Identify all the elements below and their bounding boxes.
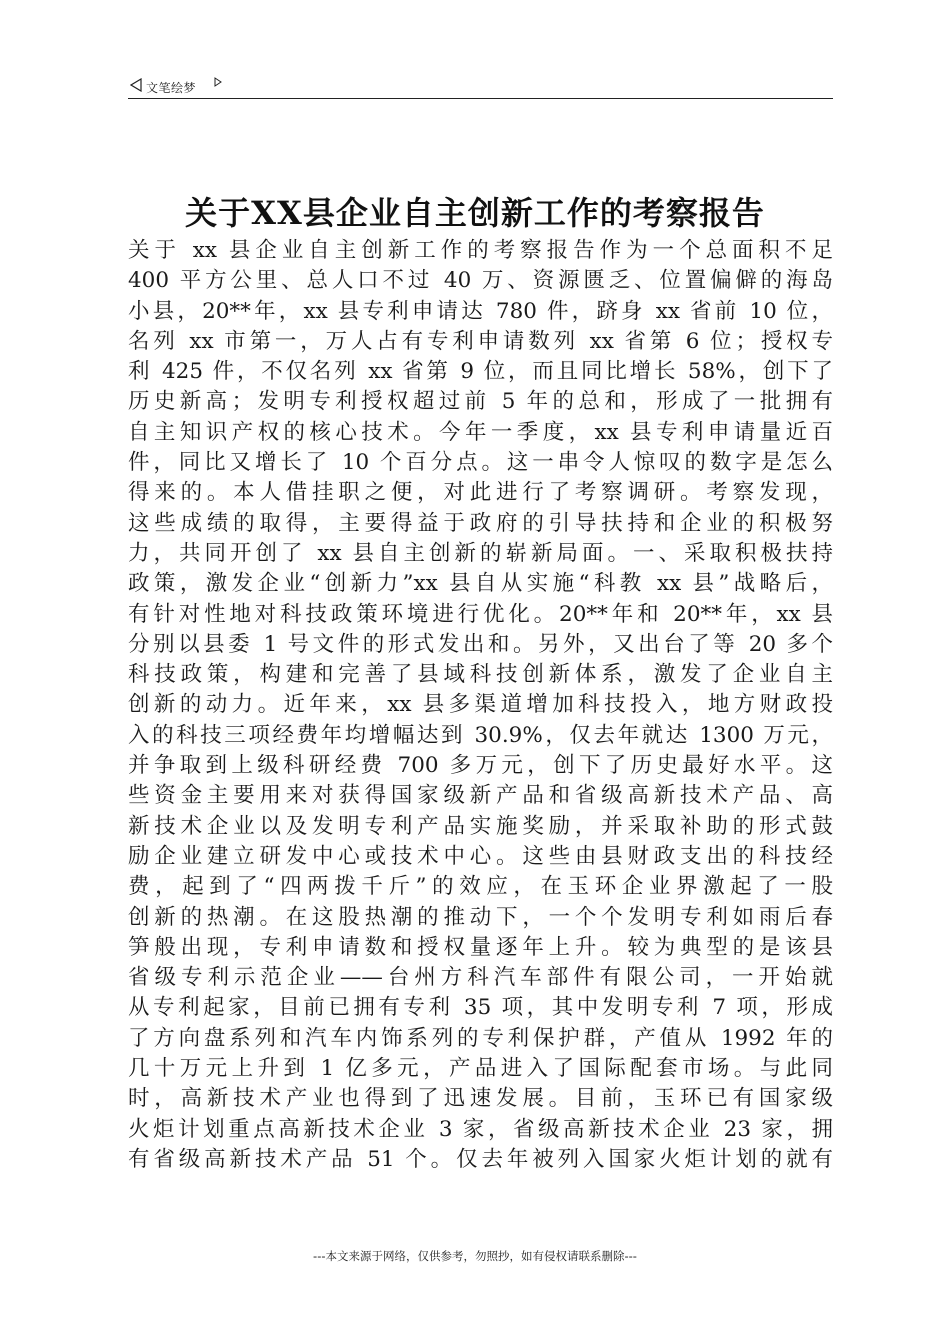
page-footer: ---本文来源于网络，仅供参考，勿照抄，如有侵权请联系删除--- xyxy=(313,1249,637,1263)
body-line: 这些成绩的取得，主要得益于政府的引导扶持和企业的积极努 xyxy=(128,510,833,536)
document-body xyxy=(128,236,833,1175)
body-line: 新技术企业以及发明专利产品实施奖励，并采取补助的形式鼓 xyxy=(128,813,833,839)
body-line: 火炬计划重点高新技术企业 3 家，省级高新技术企业 23 家，拥 xyxy=(128,1116,833,1142)
body-line: 时，高新技术产业也得到了迅速发展。目前，玉环已有国家级 xyxy=(128,1086,833,1112)
body-line: 分别以县委 1 号文件的形式发出和。另外，又出台了等 20 多个 xyxy=(128,631,833,657)
body-line: 自主知识产权的核心技术。今年一季度，xx 县专利申请量近百 xyxy=(128,419,833,445)
header-brand: 文笔绘梦 xyxy=(146,81,197,95)
body-line: 并争取到上级科研经费 700 多万元，创下了历史最好水平。这 xyxy=(128,753,833,779)
body-line: 得来的。本人借挂职之便，对此进行了考察调研。考察发现， xyxy=(128,480,833,506)
body-line: 小县，20**年，xx 县专利申请达 780 件，跻身 xx 省前 10 位， xyxy=(128,298,833,324)
body-line: 从专利起家，目前已拥有专利 35 项，其中发明专利 7 项，形成 xyxy=(128,995,833,1021)
body-line: 创新的动力。近年来，xx 县多渠道增加科技投入，地方财政投 xyxy=(128,692,833,718)
body-line: 费，起到了“四两拨千斤”的效应，在玉环企业界激起了一股 xyxy=(128,874,833,900)
body-line: 400 平方公里、总人口不过 40 万、资源匮乏、位置偏僻的海岛 xyxy=(128,268,833,294)
page-header xyxy=(128,76,833,99)
body-line: 关于 xx 县企业自主创新工作的考察报告作为一个总面积不足 xyxy=(128,238,833,263)
document-title: 关于XX县企业自主创新工作的考察报告 xyxy=(185,194,765,232)
body-line: 政策，激发企业“创新力”xx 县自从实施“科教 xx 县”战略后， xyxy=(128,571,833,597)
body-line: 力，共同开创了 xx 县自主创新的崭新局面。一、采取积极扶持 xyxy=(128,540,833,566)
body-line: 些资金主要用来对获得国家级新产品和省级高新技术产品、高 xyxy=(128,783,833,809)
body-line: 了方向盘系列和汽车内饰系列的专利保护群，产值从 1992 年的 xyxy=(128,1025,833,1051)
body-line: 历史新高；发明专利授权超过前 5 年的总和，形成了一批拥有 xyxy=(128,389,833,415)
left-triangle-icon xyxy=(130,78,142,92)
body-line: 件，同比又增长了 10 个百分点。这一串令人惊叹的数字是怎么 xyxy=(128,450,833,476)
body-line: 有省级高新技术产品 51 个。仅去年被列入国家火炬计划的就有 xyxy=(128,1146,833,1172)
body-line: 有针对性地对科技政策环境进行优化。20**年和 20**年，xx 县 xyxy=(128,601,833,627)
body-line: 创新的热潮。在这股热潮的推动下，一个个发明专利如雨后春 xyxy=(128,904,833,930)
body-line: 名列 xx 市第一，万人占有专利申请数列 xx 省第 6 位；授权专 xyxy=(128,328,833,354)
body-line: 省级专利示范企业——台州方科汽车部件有限公司，一开始就 xyxy=(128,965,833,991)
body-line: 励企业建立研发中心或技术中心。这些由县财政支出的科技经 xyxy=(128,843,833,869)
body-line: 入的科技三项经费年均增幅达到 30.9%，仅去年就达 1300 万元， xyxy=(128,722,833,748)
body-line: 几十万元上升到 1 亿多元，产品进入了国际配套市场。与此同 xyxy=(128,1056,833,1082)
body-line: 科技政策，构建和完善了县域科技创新体系，激发了企业自主 xyxy=(128,662,833,688)
right-triangle-icon xyxy=(214,77,222,87)
body-line: 利 425 件，不仅名列 xx 省第 9 位，而且同比增长 58%，创下了 xyxy=(128,359,833,385)
body-line: 笋般出现，专利申请数和授权量逐年上升。较为典型的是该县 xyxy=(128,934,833,960)
